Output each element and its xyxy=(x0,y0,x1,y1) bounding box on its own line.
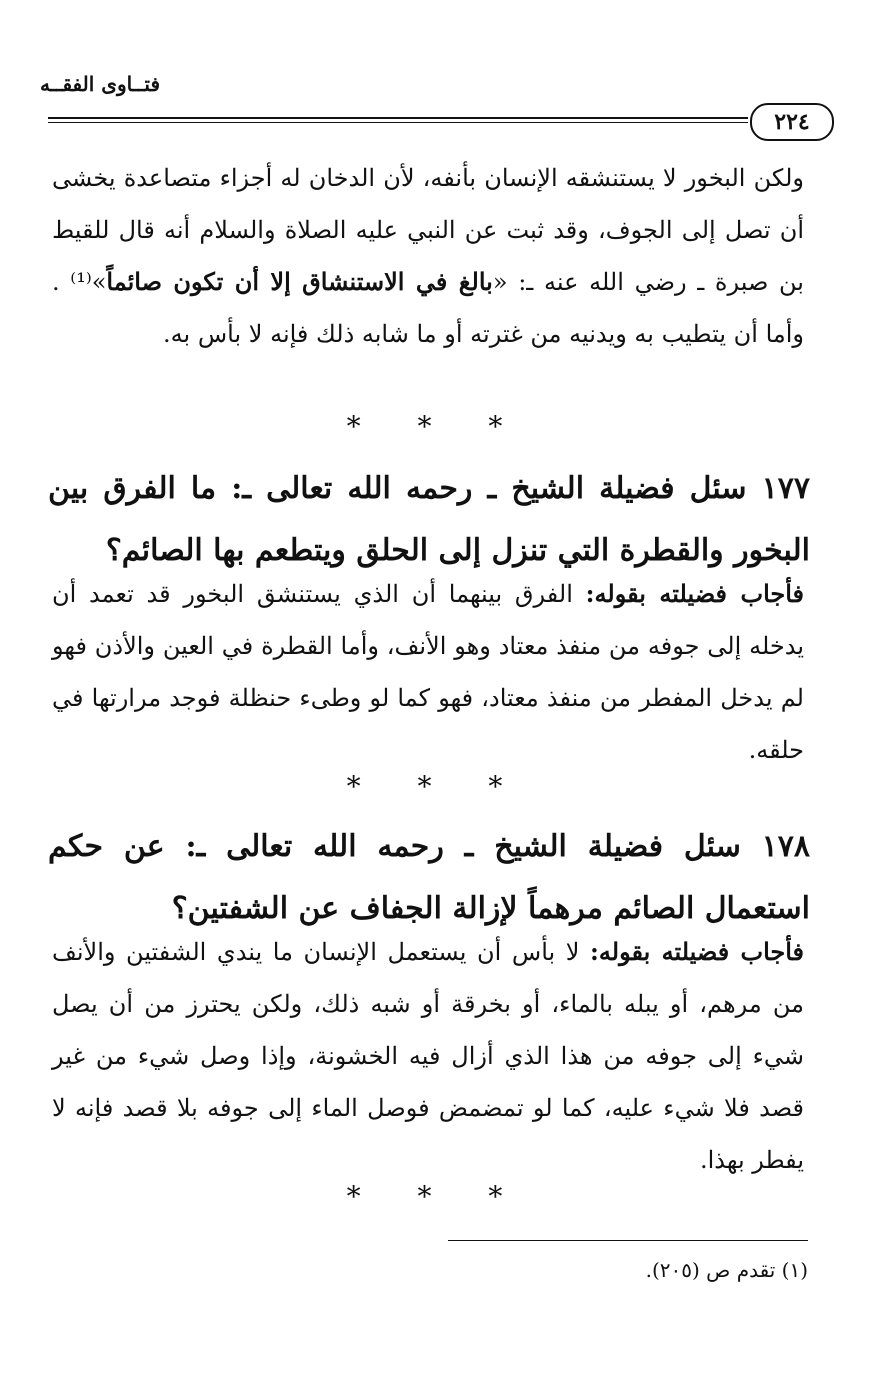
answer-text: لا بأس أن يستعمل الإنسان ما يندي الشفتين والأنف من مرهم، أو يبله بالماء، أو بخرقة أو شبه ذلك، ولكن يحترز من أن يصل شيء إلى جوفه من هذا الذي أزال فيه الخشونة، وإذا وصل شيء من غير قصد فلا شيء عليه، كما لو تمضمض فوصل الماء إلى جوفه بلا قصد فإنه لا يفطر بهذا. xyxy=(52,938,804,1174)
answer-text: الفرق بينهما أن الذي يستنشق البخور قد تعمد أن يدخله إلى جوفه من منفذ معتاد وهو الأنف، وأما القطرة في العين والأذن فهو لم يدخل المفطر من منفذ معتاد، فهو كما لو وطىء حنظلة فوجد مرارتها في حلقه. xyxy=(52,580,804,764)
paragraph-text: ولكن البخور لا يستنشقه الإنسان بأنفه، لأن الدخان له أجزاء متصاعدة يخشى أن تصل إلى الجوف، وقد ثبت عن النبي عليه الصلاة والسلام أنه قال للقيط بن صبرة ـ رضي الله عنه ـ: « xyxy=(52,164,804,296)
question-177: ١٧٧ سئل فضيلة الشيخ ـ رحمه الله تعالى ـ: ما الفرق بين البخور والقطرة التي تنزل إلى الحلق ويتطعم بها الصائم؟ xyxy=(48,471,810,568)
answer-178 xyxy=(52,926,804,1186)
running-title: فتــاوى الفقــه xyxy=(40,72,161,96)
footnote-rule xyxy=(448,1240,808,1241)
paragraph-intro xyxy=(52,152,804,360)
footnote: (١) تقدم ص (٢٠٥). xyxy=(645,1258,808,1282)
page-number: ٢٢٤ xyxy=(750,103,834,141)
section-separator: * * * xyxy=(346,410,527,443)
paragraph-text-end: »⁽¹⁾ . وأما أن يتطيب به ويدنيه من غترته أو ما شابه ذلك فإنه لا بأس به. xyxy=(52,268,804,348)
answer-177 xyxy=(52,568,804,776)
hadith-quote: بالغ في الاستنشاق إلا أن تكون صائماً xyxy=(106,267,493,296)
answer-lead: فأجاب فضيلته بقوله: xyxy=(590,937,805,966)
header-rule-thin xyxy=(48,122,748,123)
section-separator: * * * xyxy=(346,1180,527,1213)
header-rule xyxy=(48,117,748,119)
answer-lead: فأجاب فضيلته بقوله: xyxy=(585,579,805,608)
question-178: ١٧٨ سئل فضيلة الشيخ ـ رحمه الله تعالى ـ: عن حكم استعمال الصائم مرهماً لإزالة الجفاف عن الشفتين؟ xyxy=(48,829,810,926)
section-separator: * * * xyxy=(346,770,527,803)
